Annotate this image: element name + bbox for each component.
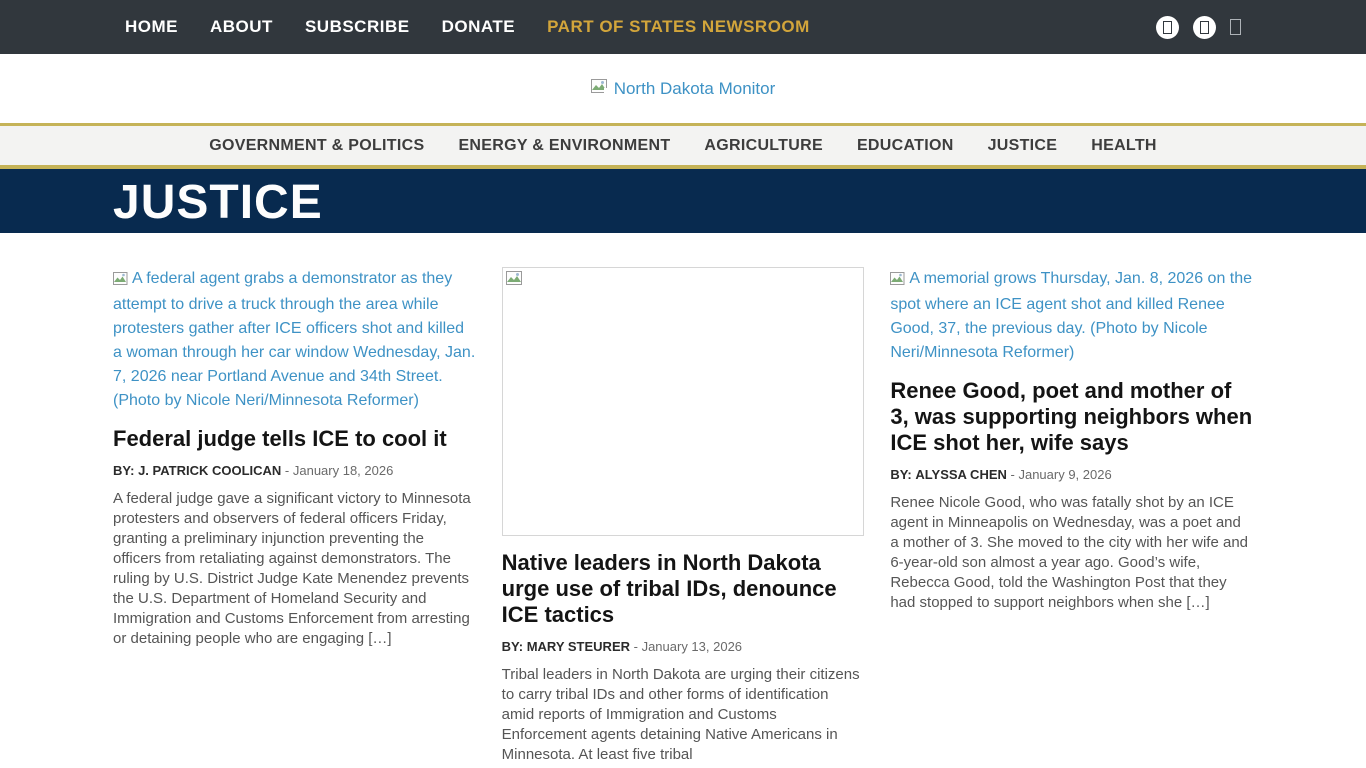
nav-energy-environment[interactable]: ENERGY & ENVIRONMENT bbox=[458, 136, 671, 154]
nav-justice[interactable]: JUSTICE bbox=[987, 136, 1058, 154]
top-menu-donate[interactable]: DONATE bbox=[441, 17, 516, 36]
part-of-states-newsroom-link[interactable]: PART OF STATES NEWSROOM bbox=[547, 17, 810, 36]
article-excerpt: Renee Nicole Good, who was fatally shot by an ICE agent in Minneapolis on Wednesday, was a poet and a mother of 3. She moved to the city with her wife and 6-year-old son almost a year ago. Good’s wife, Rebecca Good, told the Washington Post that they had stopped to support neighbors when she […] bbox=[890, 494, 1249, 611]
article-date: - January 9, 2026 bbox=[1006, 467, 1112, 482]
article-author[interactable]: ALYSSA CHEN bbox=[915, 467, 1007, 482]
category-nav bbox=[0, 126, 1366, 169]
article-image-placeholder[interactable] bbox=[502, 267, 865, 536]
article-author[interactable]: MARY STEURER bbox=[526, 639, 631, 654]
top-bar bbox=[0, 0, 1366, 54]
article-excerpt: A federal judge gave a significant victory to Minnesota protesters and observers of federal officers Friday, granting a preliminary injunction preventing the officers from retaliating against demonstrators. The ruling by U.S. District Judge Kate Menendez prevents the U.S. Department of Homeland Security and Immigration and Customs Enforcement from arresting or detaining people who are engaging […] bbox=[113, 490, 471, 647]
nav-agriculture[interactable]: AGRICULTURE bbox=[704, 136, 823, 154]
search-icon[interactable] bbox=[1230, 19, 1241, 35]
category-banner bbox=[0, 169, 1366, 233]
top-menu-subscribe[interactable]: SUBSCRIBE bbox=[304, 17, 410, 36]
top-menu-home[interactable]: HOME bbox=[125, 17, 178, 36]
article-title[interactable]: Federal judge tells ICE to cool it bbox=[113, 426, 447, 451]
nav-government-politics[interactable]: GOVERNMENT & POLITICS bbox=[209, 136, 425, 154]
article-image-alt-text: A memorial grows Thursday, Jan. 8, 2026 on the spot where an ICE agent shot and killed Renee Good, 37, the previous day. (Photo by Nicole Neri/Minnesota Reformer) bbox=[890, 270, 1253, 361]
article-card bbox=[890, 267, 1253, 765]
broken-image-icon bbox=[591, 79, 609, 99]
nav-health[interactable]: HEALTH bbox=[1091, 136, 1157, 154]
page-title: JUSTICE bbox=[113, 176, 323, 229]
article-title[interactable]: Native leaders in North Dakota urge use of tribal IDs, denounce ICE tactics bbox=[501, 550, 837, 627]
missing-glyph bbox=[1200, 21, 1209, 34]
byline-prefix: BY: bbox=[501, 639, 524, 654]
article-image-alt-text: A federal agent grabs a demonstrator as they attempt to drive a truck through the area while protesters gather after ICE officers shot and killed a woman through her car window Wednesday, Jan. 7, 2026 near Portland Avenue and 34th Street. (Photo by Nicole Neri/Minnesota Reformer) bbox=[113, 270, 476, 409]
article-author[interactable]: J. PATRICK COOLICAN bbox=[138, 463, 282, 478]
top-menu-about[interactable]: ABOUT bbox=[210, 17, 273, 36]
site-logo-link[interactable] bbox=[591, 79, 776, 99]
broken-image-icon bbox=[506, 271, 524, 291]
article-grid bbox=[113, 233, 1253, 765]
broken-image-icon bbox=[890, 269, 906, 293]
article-date: - January 13, 2026 bbox=[630, 639, 743, 654]
site-header bbox=[0, 54, 1366, 126]
nav-education[interactable]: EDUCATION bbox=[856, 136, 954, 154]
article-card bbox=[113, 267, 476, 765]
article-excerpt: Tribal leaders in North Dakota are urging their citizens to carry tribal IDs and other forms of identification amid reports of Immigration and Customs Enforcement agents detaining Native Americans in Minnesota. At least five tribal bbox=[501, 666, 860, 763]
article-byline bbox=[502, 639, 865, 654]
byline-prefix: BY: bbox=[890, 467, 912, 482]
broken-image-icon bbox=[113, 269, 129, 293]
byline-prefix: BY: bbox=[113, 463, 135, 478]
article-title[interactable]: Renee Good, poet and mother of 3, was supporting neighbors when ICE shot her, wife says bbox=[890, 378, 1253, 455]
article-card bbox=[502, 267, 865, 765]
article-byline bbox=[113, 463, 476, 478]
missing-glyph bbox=[1163, 21, 1172, 34]
article-date: - January 18, 2026 bbox=[281, 463, 394, 478]
article-image-link[interactable] bbox=[113, 267, 476, 413]
article-byline bbox=[890, 467, 1253, 482]
social-icons bbox=[1156, 16, 1241, 39]
article-image-link[interactable] bbox=[890, 267, 1253, 365]
top-menu bbox=[125, 17, 810, 37]
facebook-icon[interactable] bbox=[1156, 16, 1179, 39]
site-logo-alt-text: North Dakota Monitor bbox=[613, 78, 776, 98]
twitter-icon[interactable] bbox=[1193, 16, 1216, 39]
